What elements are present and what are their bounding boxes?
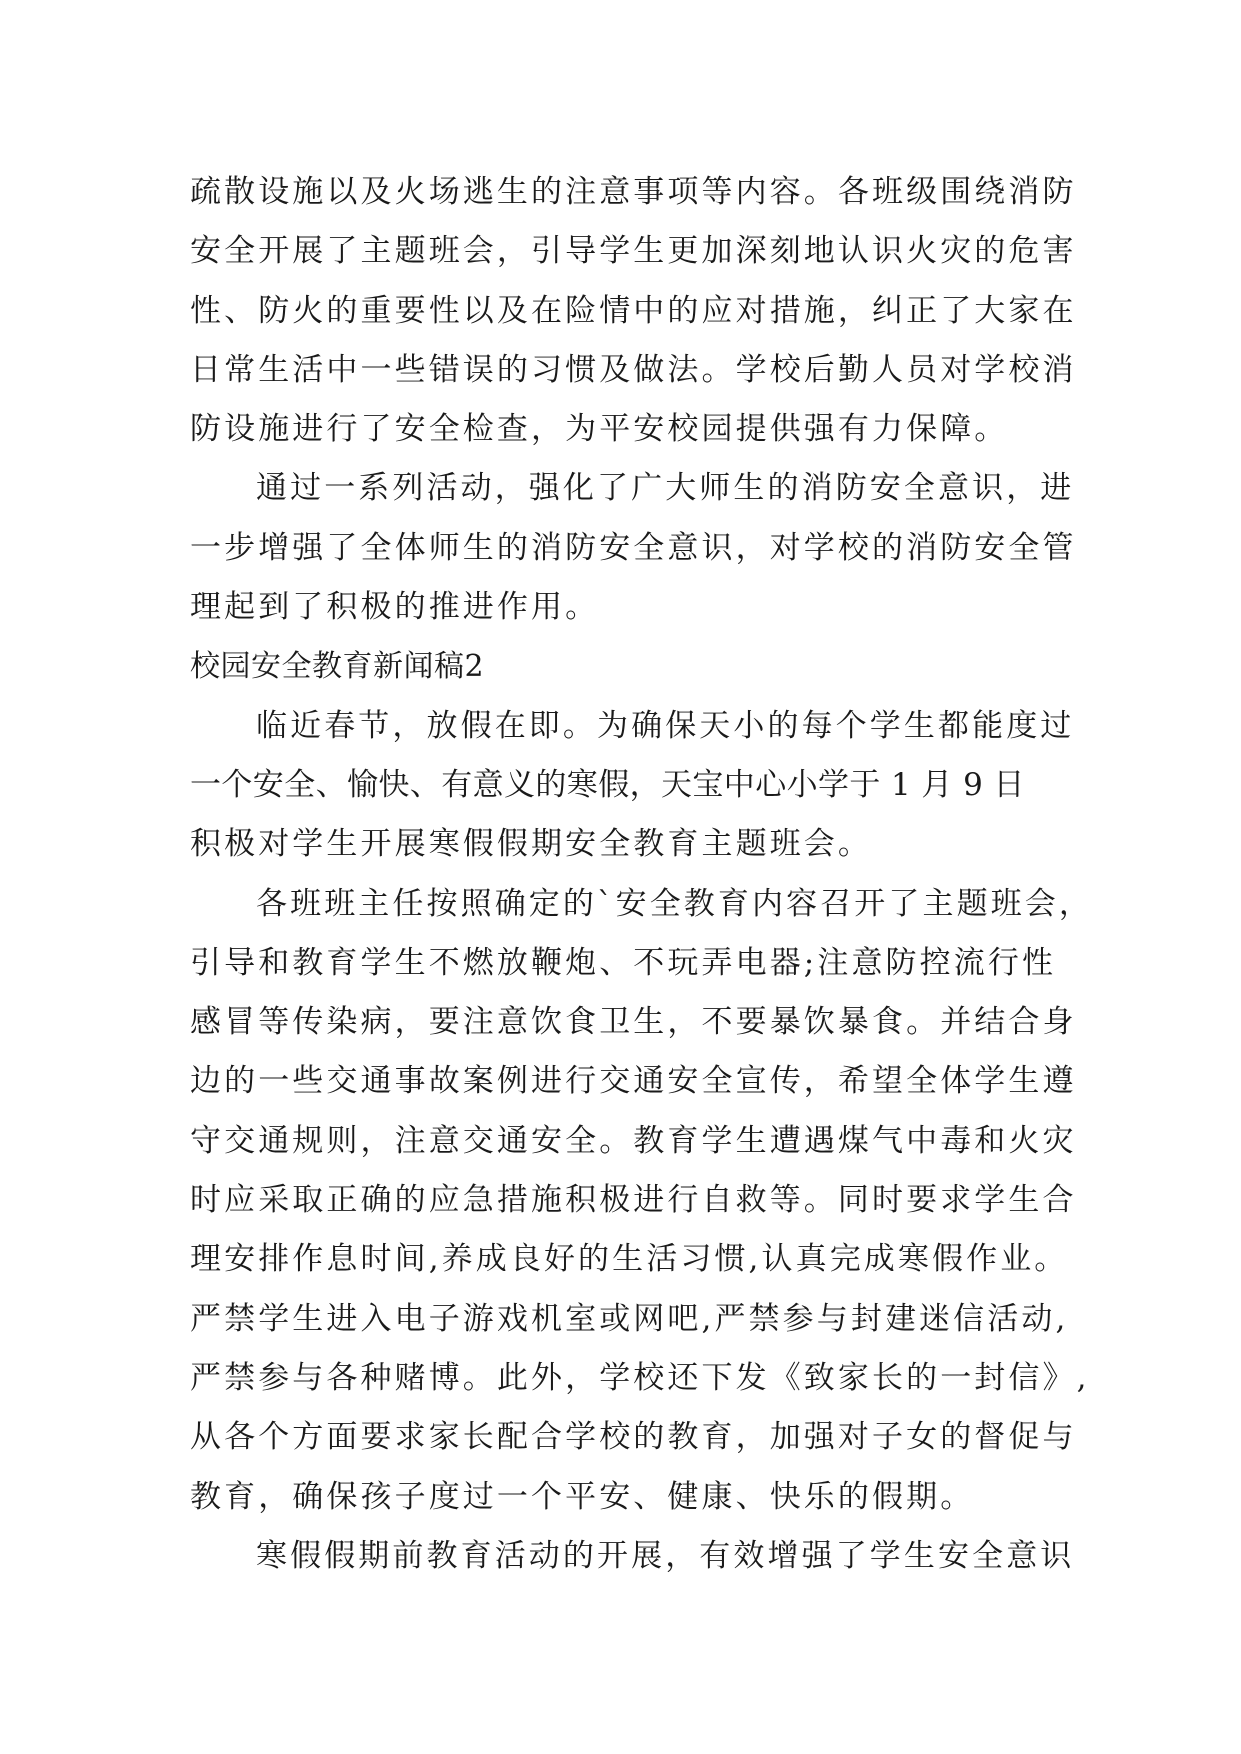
body-line: 性、防火的重要性以及在险情中的应对措施，纠正了大家在 (190, 292, 1077, 329)
body-line: 边的一些交通事故案例进行交通安全宣传，希望全体学生遵 (190, 1063, 1077, 1100)
body-line: 日常生活中一些错误的习惯及做法。学校后勤人员对学校消 (190, 351, 1077, 388)
paragraph-first-line: 寒假假期前教育活动的开展，有效增强了学生安全意识 (256, 1537, 1075, 1574)
body-line: 一步增强了全体师生的消防安全意识，对学校的消防安全管 (190, 529, 1077, 566)
document-body (190, 163, 1093, 1586)
body-line: 理起到了积极的推进作用。 (190, 589, 600, 626)
body-line: 防设施进行了安全检查，为平安校园提供强有力保障。 (190, 411, 1009, 448)
body-line: 严禁学生进入电子游戏机室或网吧,严禁参与封建迷信活动, (190, 1300, 1069, 1337)
body-line: 积极对学生开展寒假假期安全教育主题班会。 (190, 826, 872, 863)
body-line: 一个安全、愉快、有意义的寒假，天宝中心小学于 1 月 9 日 (190, 766, 1025, 803)
body-line: 守交通规则，注意交通安全。教育学生遭遇煤气中毒和火灾 (190, 1122, 1077, 1159)
paragraph-first-line: 各班班主任按照确定的`安全教育内容召开了主题班会， (256, 885, 1093, 922)
body-line: 引导和教育学生不燃放鞭炮、不玩弄电器;注意防控流行性 (190, 944, 1057, 981)
paragraph-first-line: 临近春节，放假在即。为确保天小的每个学生都能度过 (256, 707, 1075, 744)
body-line: 疏散设施以及火场逃生的注意事项等内容。各班级围绕消防 (190, 174, 1077, 210)
body-line: 理安排作息时间,养成良好的生活习惯,认真完成寒假作业。 (190, 1241, 1069, 1278)
paragraph-first-line: 通过一系列活动，强化了广大师生的消防安全意识，进 (256, 470, 1075, 507)
body-line: 安全开展了主题班会，引导学生更加深刻地认识火灾的危害 (190, 233, 1077, 270)
body-line: 严禁参与各种赌博。此外，学校还下发《致家长的一封信》, (190, 1359, 1090, 1396)
body-line: 感冒等传染病，要注意饮食卫生，不要暴饮暴食。并结合身 (190, 1004, 1077, 1041)
body-line: 从各个方面要求家长配合学校的教育，加强对子女的督促与 (190, 1419, 1077, 1456)
body-line: 教育，确保孩子度过一个平安、健康、快乐的假期。 (190, 1478, 975, 1515)
section-heading: 校园安全教育新闻稿2 (190, 649, 485, 685)
body-line: 时应采取正确的应急措施积极进行自救等。同时要求学生合 (190, 1182, 1077, 1219)
